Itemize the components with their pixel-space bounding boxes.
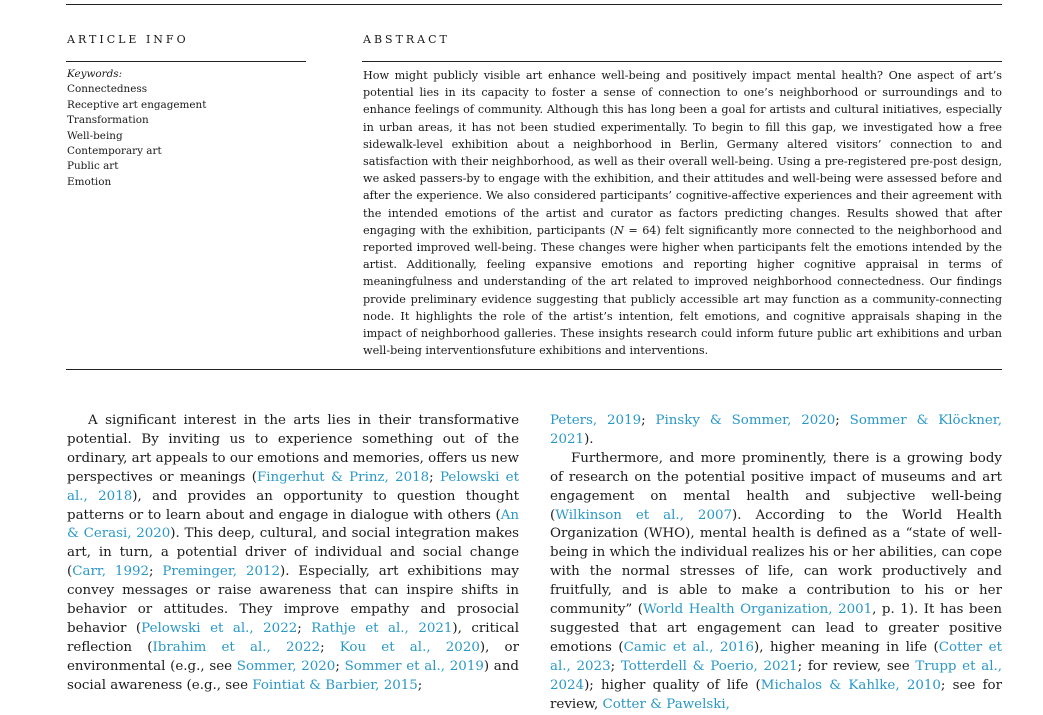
keywords-list (67, 67, 206, 190)
abstract-heading: ABSTRACT (363, 33, 450, 46)
body-paragraph: A significant interest in the arts lies in their transformative potential. By inviting us to experience something out of the ordinary, art appeals to our emotions and memories, offers us new perspectives or meanings (Fingerhut & Prinz, 2018; Pelowski et al., 2018), and provides an opportunity to question thought patterns or to learn about and engage in dialogue with others (An & Cerasi, 2020). This deep, cultural, and social integration makes art, in turn, a potential driver of individual and social change (Carr, 1992; Preminger, 2012). Especially, art exhibitions may convey messages or raise awareness that can inspire shifts in behavior or attitudes. They improve empathy and prosocial behavior (Pelowski et al., 2022; Rathje et al., 2021), critical reflection (Ibrahim et al., 2022; Kou et al., 2020), or environmental (e.g., see Sommer, 2020; Sommer et al., 2019) and social awareness (e.g., see Fointiat & Barbier, 2015; (67, 413, 520, 693)
citation-link[interactable]: Totterdell & Poerio, 2021 (620, 658, 798, 674)
article-info-heading: ARTICLE INFO (67, 33, 189, 46)
body-column-right (550, 412, 1002, 715)
abstract-bottom-rule (66, 369, 1002, 370)
citation-link[interactable]: Sommer & Klöckner, 2021 (550, 413, 1002, 447)
keyword-item: Contemporary art (67, 145, 162, 158)
body-paragraph-continued: Peters, 2019; Pinsky & Sommer, 2020; Sommer & Klöckner, 2021). (550, 413, 1002, 447)
abstract-rule (362, 61, 1002, 62)
citation-link[interactable]: Rathje et al., 2021 (311, 620, 453, 636)
citation-link[interactable]: Sommer, 2020 (236, 658, 336, 674)
citation-link[interactable]: Wilkinson et al., 2007 (555, 507, 733, 523)
keyword-item: Receptive art engagement (67, 98, 207, 111)
keyword-item: Connectedness (67, 83, 148, 96)
keywords-label: Keywords: (67, 68, 123, 80)
citation-link[interactable]: Sommer et al., 2019 (344, 658, 484, 674)
keyword-item: Well-being (67, 129, 123, 142)
citation-link[interactable]: Michalos & Kahlke, 2010 (760, 677, 941, 693)
citation-link[interactable]: Fingerhut & Prinz, 2018 (256, 469, 430, 485)
citation-link[interactable]: Pinsky & Sommer, 2020 (655, 413, 836, 428)
citation-link[interactable]: Ibrahim et al., 2022 (152, 639, 321, 655)
citation-link[interactable]: World Health Organization, 2001 (643, 602, 873, 618)
keyword-item: Transformation (67, 114, 149, 127)
citation-link[interactable]: An & Cerasi, 2020 (67, 507, 519, 542)
citation-link[interactable]: Cotter & Pawelski, (602, 696, 730, 712)
keyword-item: Emotion (67, 175, 112, 188)
citation-link[interactable]: Pelowski et al., 2018 (67, 469, 519, 504)
citation-link[interactable]: Camic et al., 2016 (623, 639, 755, 655)
citation-link[interactable]: Fointiat & Barbier, 2015 (252, 677, 418, 693)
citation-link[interactable]: Cotter et al., 2023 (550, 639, 1002, 674)
citation-link[interactable]: Trupp et al., 2024 (550, 658, 1002, 693)
body-column-left (67, 412, 519, 696)
citation-link[interactable]: Pelowski et al., 2022 (141, 620, 298, 636)
citation-link[interactable]: Preminger, 2012 (162, 564, 281, 580)
abstract-text: How might publicly visible art enhance well-being and positively impact mental health? One aspect of art’s potential lies in its capacity to foster a sense of connection to one’s neighborhood or surroundings and to enhance feelings of community. Although this has long been a goal for artists and cultural initiatives, especially in urban areas, it has not been studied experimentally. To begin to fill this gap, we investigated how a free sidewalk-level exhibition about a neighborhood in Berlin, Germany altered visitors’ connection to and satisfaction with their neighborhood, as well as their overall well-being. Using a pre-registered pre-post design, we asked passers-by to engage with the exhibition, and their attitudes and well-being were assessed before and after the experience. We also considered participants’ cognitive-affective experiences and their agreement with the intended emotions of the artist and curator as factors predicting changes. Results showed that after engaging with the exhibition, participants (N = 64) felt significantly more connected to the neighborhood and reported improved well-being. These changes were higher when participants felt the emotions intended by the artist. Additionally, feeling expansive emotions and reporting higher cognitive appraisal in terms of meaningfulness and understanding of the art related to improved neighborhood connectedness. Our findings provide preliminary evidence suggesting that publicly accessible art may function as a community-connecting node. It highlights the role of the artist’s intention, felt emotions, and cognitive appraisals shaping in the impact of neighborhood galleries. These insights research could inform future public art exhibitions and urban well-being interventionsfuture exhibitions and interventions. (363, 69, 1003, 358)
top-rule (66, 4, 1002, 5)
article-info-rule (66, 61, 306, 62)
n-symbol: N (614, 223, 624, 237)
body-paragraph: Furthermore, and more prominently, there is a growing body of research on the potential positive impact of museums and art engagement on mental health and subjective well-being (Wilkinson et al., 2007). According to the World Health Organization (WHO), mental health is defined as a “state of well-being in which the individual realizes his or her abilities, can cope with the normal stresses of life, can work productively and fruitfully, and is able to make a contribution to his or her community” (World Health Organization, 2001, p. 1). It has been suggested that art engagement can lead to greater positive emotions (Camic et al., 2016), higher meaning in life (Cotter et al., 2023; Totterdell & Poerio, 2021; for review, see Trupp et al., 2024); higher quality of life (Michalos & Kahlke, 2010; see for review, Cotter & Pawelski, (550, 450, 1002, 712)
citation-link[interactable]: Carr, 1992 (72, 564, 150, 580)
keyword-item: Public art (67, 160, 119, 173)
citation-link[interactable]: Peters, 2019 (550, 413, 642, 428)
citation-link[interactable]: Kou et al., 2020 (339, 639, 480, 655)
